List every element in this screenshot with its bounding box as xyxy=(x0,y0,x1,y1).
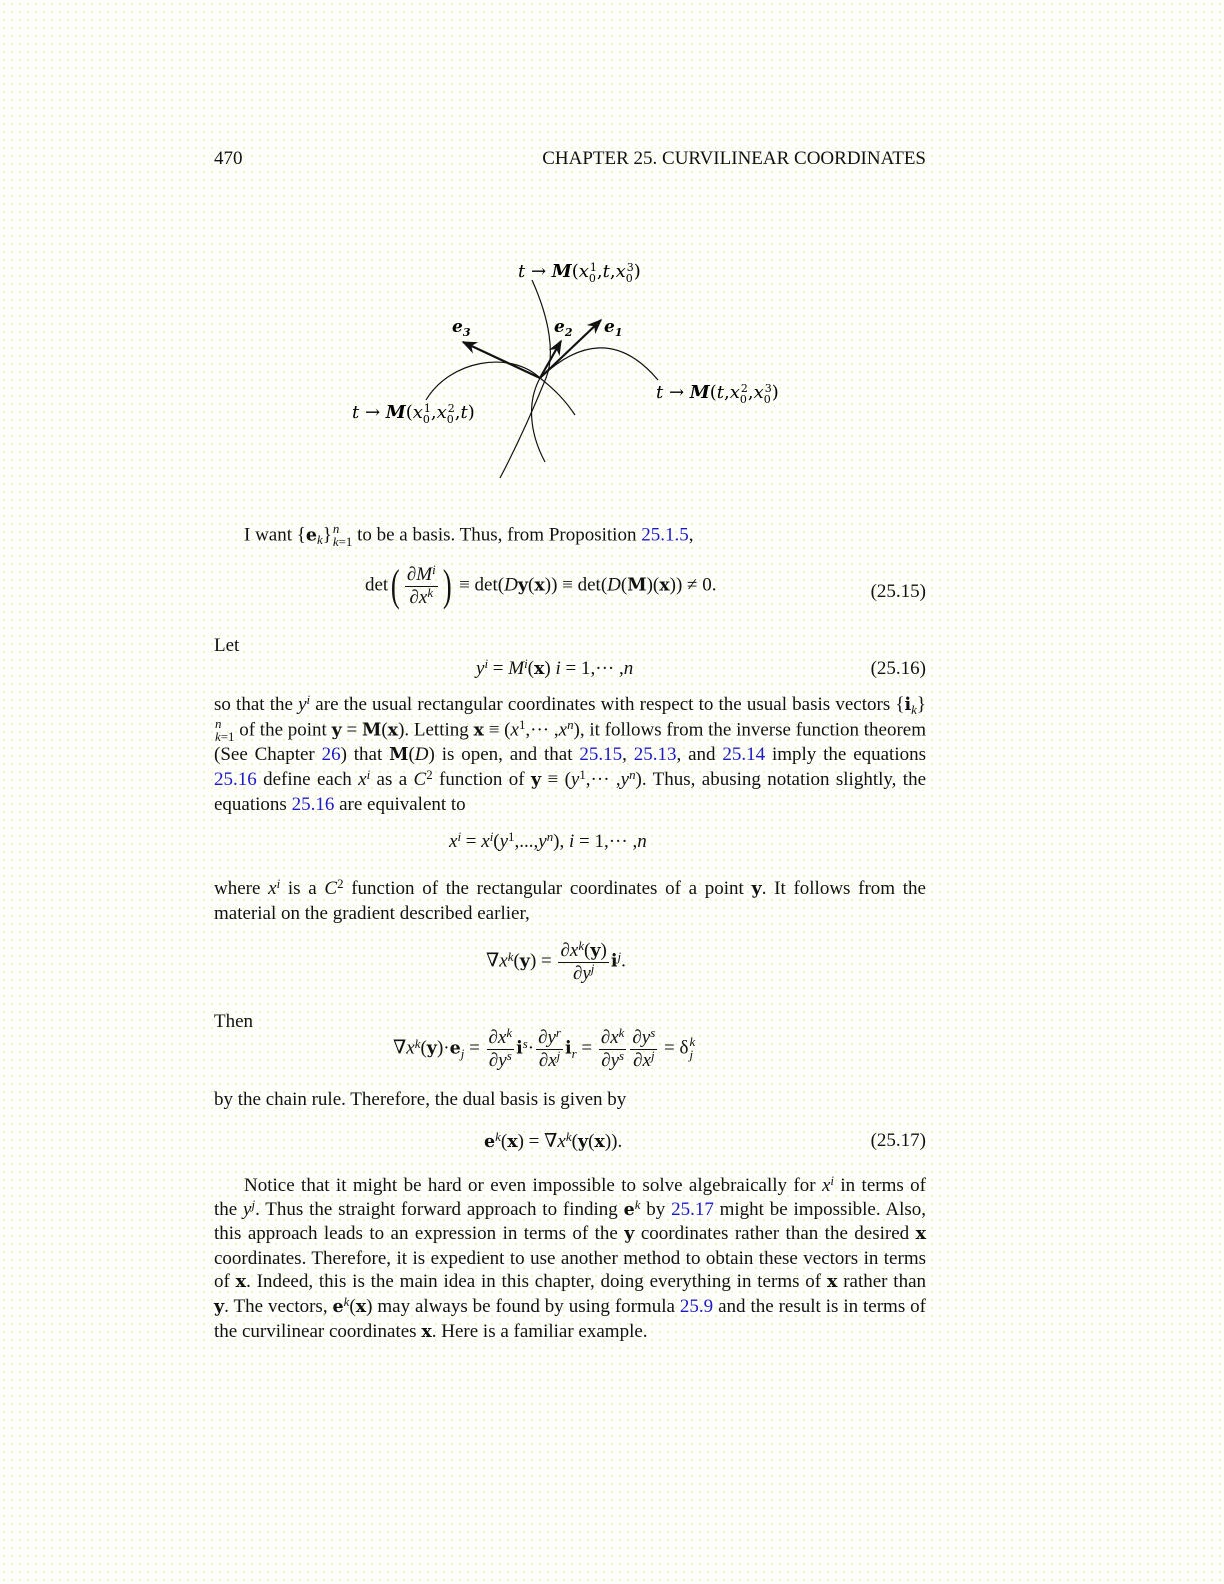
label-e2: $e_2$ xyxy=(554,317,573,339)
then-label: Then xyxy=(214,1011,254,1032)
label-e3: $e_3$ xyxy=(452,317,471,339)
link-eq[interactable]: 25.13 xyxy=(633,744,677,766)
equation-number: (25.16) xyxy=(870,658,926,679)
paragraph-notice: Notice that it might be hard or even impossible to solve algebraically for $x^i$ in terms of the $y^j$. Thus the straight forward approach to finding $e^k$ by 25.17 might be impossible. Also, this approach leads to an expression in terms of the y coordinates rather than the desired x coordinates. Therefore, it is expedient to use another method to obtain these vectors in terms of x. Indeed, this is the main idea in this chapter, doing everything in terms of x rather than y. The vectors, $e^k(x)$ may always be found by using formula 25.9 and the result is in terms of the curvilinear coordinates x. Here is a familiar example. xyxy=(214,1173,927,1342)
equation-gradient: $\nabla x^k(y)$ = $\frac{\partial x^k(y)}{\partial y^j}$ $i^j$. xyxy=(486,938,626,984)
label-curve-x1: $t \to M(t,x_02,x_03)$ xyxy=(656,382,779,406)
equation-25-16: $y^i = M^i(x) i = 1,\cdot\cdot\cdot ,n$ xyxy=(476,656,634,679)
paragraph-inverse-function: so that the $y^i$ are the usual rectangular coordinates with respect to the usual basis vectors $\{i_k\}$ n k=1 of the point y = M(x). Letting $x \equiv (x^1,\cdot\cdot\cdot ,x^n)$, it follows from the inverse function theorem (See Chapter 26) that M(D) is open, and that 25.15, 25.13, and 25.14 imply the equations 25.16 define each $x^i$ as a $C^2$ function of $y \equiv (y^1,\cdot\cdot\cdot ,y^n)$. Thus, abusing notation slightly, the equations 25.16 are equivalent to xyxy=(214,692,927,815)
label-curve-x2: $t \to M(x_01,t,x_03)$ xyxy=(518,261,641,285)
page-number: 470 xyxy=(214,148,243,169)
let-label: Let xyxy=(214,635,240,656)
link-proposition[interactable]: 25.1.5 xyxy=(641,524,689,546)
coordinate-curves-figure xyxy=(340,250,810,490)
basis-sentence: I want $\{e_k\}$ n k=1 to be a basis. Thus, from Proposition 25.1.5, xyxy=(244,521,694,549)
curve-x2 xyxy=(500,280,550,478)
paragraph-gradient: where $x^i$ is a $C^2$ function of the rectangular coordinates of a point y. It follows from the material on the gradient described earlier, xyxy=(214,876,926,924)
link-eq[interactable]: 25.16 xyxy=(291,793,335,815)
link-eq[interactable]: 25.9 xyxy=(679,1295,714,1317)
equation-number: (25.17) xyxy=(870,1130,926,1151)
link-eq[interactable]: 25.14 xyxy=(722,744,766,766)
label-e1: $e_1$ xyxy=(604,317,623,339)
equation-25-15: det( $\frac{\partial M^i}{\partial x^k}$ ) ≡ det(Dy(x)) ≡ det(D(M)(x)) ≠ 0. xyxy=(365,561,717,611)
chain-rule-sentence: by the chain rule. Therefore, the dual basis is given by xyxy=(214,1089,627,1110)
link-chapter[interactable]: 26 xyxy=(321,744,341,766)
equation-number: (25.15) xyxy=(870,581,926,602)
equation-chain-rule: $\nabla x^k(y)\cdot e_j$ = $\frac{\partial x^k}{\partial y^s}$ $i^s\cdot$ $\frac{\partial y^r}{\partial x^j}$ $i_r$ = $\frac{\partial x^k}{\partial y^s}$ $\frac{\partial y^s}{\partial x^j}$ = δ k j xyxy=(393,1025,696,1071)
link-eq[interactable]: 25.16 xyxy=(214,769,257,791)
link-eq[interactable]: 25.15 xyxy=(579,744,623,766)
vector-e3 xyxy=(463,342,540,378)
label-curve-x3: $t \to M(x_01,x_02,t)$ xyxy=(352,402,475,426)
running-header: CHAPTER 25. CURVILINEAR COORDINATES xyxy=(542,148,926,169)
link-eq[interactable]: 25.17 xyxy=(671,1198,714,1220)
curve-lower xyxy=(532,378,545,462)
equation-25-17: $e^k(x) = \nabla x^k(y(x))$. xyxy=(484,1129,623,1152)
curve-x1 xyxy=(540,348,658,380)
equation-inverse: $x^i = x^i(y^1,...,y^n)$, i = 1,··· ,n xyxy=(449,829,647,852)
